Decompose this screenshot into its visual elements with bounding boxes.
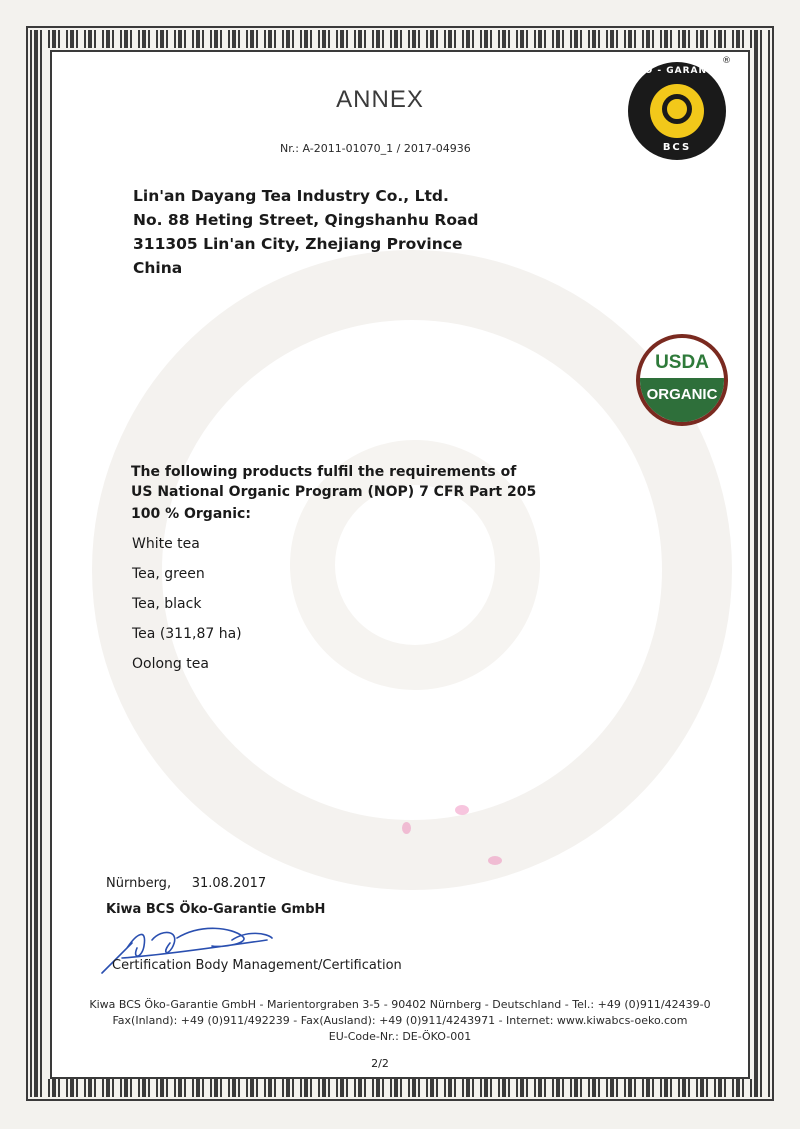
product-item: Tea (311,87 ha) xyxy=(132,626,242,642)
product-item: White tea xyxy=(132,536,200,552)
usda-logo-top: USDA xyxy=(655,352,709,373)
country: China xyxy=(133,259,183,277)
city: 311305 Lin'an City, Zhejiang Province xyxy=(133,235,463,253)
oeko-logo-center xyxy=(650,84,704,138)
page-number: 2/2 xyxy=(371,1057,389,1070)
street: No. 88 Heting Street, Qingshanhu Road xyxy=(133,211,479,229)
stamp-mark xyxy=(455,805,469,815)
stamp-mark xyxy=(488,856,502,865)
requirements-line-1: The following products fulfil the requirements of xyxy=(131,464,517,480)
company-name: Lin'an Dayang Tea Industry Co., Ltd. xyxy=(133,187,449,205)
footer-line-3: EU-Code-Nr.: DE-ÖKO-001 xyxy=(328,1030,472,1043)
certificate-number: Nr.: A-2011-01070_1 / 2017-04936 xyxy=(280,142,471,155)
registered-mark: ® xyxy=(722,56,731,66)
requirements-line-3: 100 % Organic: xyxy=(131,506,251,522)
product-item: Tea, black xyxy=(132,596,202,612)
company-address xyxy=(133,184,479,280)
stamp-mark xyxy=(402,822,411,834)
usda-organic-logo xyxy=(636,334,728,426)
oeko-logo-top-text: ÖKO - GARANTIE xyxy=(628,66,726,76)
requirements-line-2: US National Organic Program (NOP) 7 CFR Part 205 xyxy=(131,484,537,500)
footer-line-2: Fax(Inland): +49 (0)911/492239 - Fax(Ausland): +49 (0)911/4243971 - Internet: www.kiwabcs-oeko.com xyxy=(112,1014,688,1027)
oeko-garantie-logo xyxy=(628,62,726,160)
usda-logo-band xyxy=(636,378,728,422)
issuer-name: Kiwa BCS Öko-Garantie GmbH xyxy=(106,902,326,917)
oeko-logo-bottom-text: BCS xyxy=(662,142,692,153)
product-item: Oolong tea xyxy=(132,656,209,672)
annex-title: ANNEX xyxy=(336,86,424,113)
requirements-statement xyxy=(131,462,536,524)
signature-role: Certification Body Management/Certification xyxy=(112,958,402,973)
usda-logo-bottom: ORGANIC xyxy=(646,386,718,403)
place-and-date: Nürnberg, 31.08.2017 xyxy=(106,876,267,891)
footer-line-1: Kiwa BCS Öko-Garantie GmbH - Marientorgraben 3-5 - 90402 Nürnberg - Deutschland - Tel.: +49 (0)911/42439-0 xyxy=(89,998,711,1011)
product-item: Tea, green xyxy=(132,566,205,582)
oeko-q-icon xyxy=(662,94,692,124)
